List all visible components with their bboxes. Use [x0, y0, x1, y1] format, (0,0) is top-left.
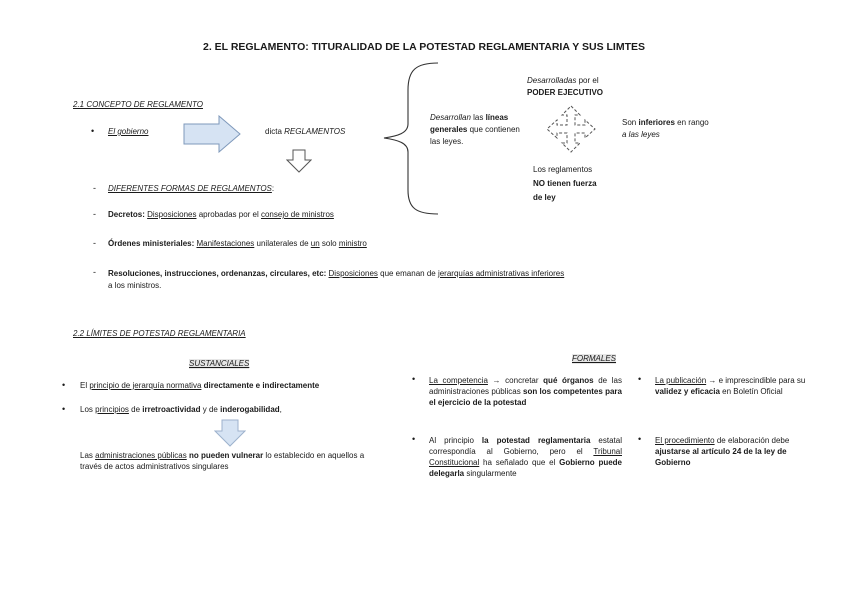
formas-heading: DIFERENTES FORMAS DE REGLAMENTOS:: [108, 184, 275, 193]
sust-item-2: Los principios de irretroactividad y de inderogabilidad,: [80, 405, 282, 414]
sustanciales-heading: SUSTANCIALES: [189, 359, 250, 368]
page-title: 2. EL REGLAMENTO: TITURALIDAD DE LA POTESTAD REGLAMENTARIA Y SUS LIMTES: [203, 41, 645, 53]
section-2-1-heading: 2.1 CONCEPTO DE REGLAMENTO: [73, 100, 203, 109]
bullet: •: [62, 404, 66, 414]
bullet: •: [91, 126, 95, 136]
formal-item-4: El procedimiento de elaboración debe ajustarse al artículo 24 de la ley de Gobierno: [655, 436, 790, 467]
right-arrow-icon: [183, 115, 241, 153]
sust-item-3: Las administraciones públicas no pueden vulnerar lo establecido en aquellos a través de actos administrativos singulares: [80, 451, 365, 471]
resoluciones-item: Resoluciones, instrucciones, ordenanzas, circulares, etc: Disposiciones que emanan de jerarquías administrativas inferiores a los ministros.: [108, 269, 565, 290]
no-fuerza-text: Los reglamentos NO tienen fuerza de ley: [533, 165, 597, 202]
formal-item-3: La publicación → e imprescindible para su validez y eficacia en Boletín Oficial: [655, 376, 806, 396]
ordenes-item: Órdenes ministeriales: Manifestaciones unilaterales de un solo ministro: [108, 239, 367, 248]
bullet: •: [638, 434, 642, 444]
down-arrow-icon: [286, 149, 312, 173]
son-inferiores-text: Son inferiores en rango a las leyes: [622, 118, 709, 139]
el-gobierno-label: El gobierno: [108, 127, 149, 136]
dicta-reglamentos: dicta REGLAMENTOS: [265, 127, 346, 136]
section-2-2-heading: 2.2 LÍMITES DE POTESTAD REGLAMENTARIA: [73, 329, 246, 338]
desarrollan-text: Desarrollan las líneas generales que contienen las leyes.: [430, 113, 520, 146]
bullet: •: [638, 374, 642, 384]
dash: -: [93, 267, 96, 277]
formal-item-1: La competencia → concretar qué órganos de las administraciones públicas son los competentes para el ejercicio de la potestad: [429, 376, 622, 407]
dash: -: [93, 238, 96, 248]
sust-item-1: El principio de jerarquía normativa directamente e indirectamente: [80, 381, 320, 390]
formal-item-2: Al principio la potestad reglamentaria estatal correspondía al Gobierno, pero el Tribunal Constitucional ha señalado que el Gobierno puede delegarla singularmente: [429, 436, 623, 478]
down-arrow-icon: [214, 419, 246, 447]
formales-heading: FORMALES: [572, 354, 617, 363]
four-way-arrow-icon: [546, 105, 596, 153]
desarrolladas-text: Desarrolladas por el PODER EJECUTIVO: [527, 76, 604, 97]
bullet: •: [412, 374, 416, 384]
bullet: •: [62, 380, 66, 390]
dash: -: [93, 209, 96, 219]
dash: -: [93, 183, 96, 193]
decretos-item: Decretos: Disposiciones aprobadas por el consejo de ministros: [108, 210, 334, 219]
bullet: •: [412, 434, 416, 444]
